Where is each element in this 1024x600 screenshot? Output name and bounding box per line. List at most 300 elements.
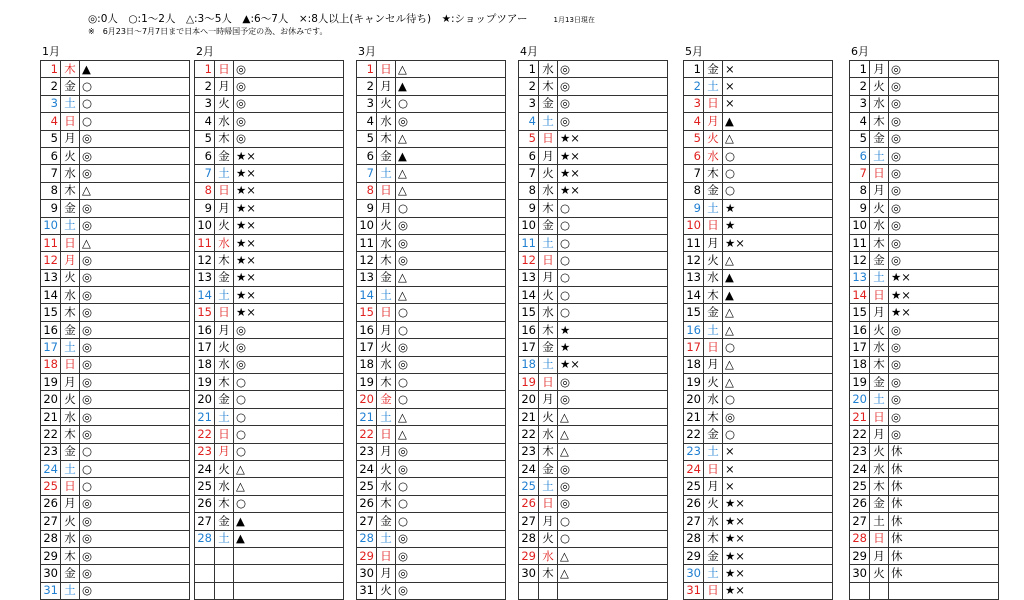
weekday: 水 xyxy=(704,147,723,164)
weekday: 月 xyxy=(61,374,80,391)
day-row xyxy=(357,339,506,356)
day-row xyxy=(684,165,833,182)
availability: ◎ xyxy=(558,78,668,95)
day-number: 20 xyxy=(41,391,61,408)
weekday: 火 xyxy=(704,495,723,512)
day-number: 30 xyxy=(850,565,870,582)
day-row xyxy=(684,147,833,164)
weekday: 土 xyxy=(215,287,234,304)
availability: × xyxy=(723,78,833,95)
weekday: 月 xyxy=(61,130,80,147)
weekday: 土 xyxy=(61,460,80,477)
day-number: 13 xyxy=(850,269,870,286)
availability: ★× xyxy=(723,234,833,251)
availability: △ xyxy=(558,408,668,425)
weekday: 日 xyxy=(870,530,889,547)
weekday: 月 xyxy=(539,391,558,408)
availability: ○ xyxy=(558,513,668,530)
day-number: 2 xyxy=(684,78,704,95)
weekday: 日 xyxy=(377,426,396,443)
weekday: 土 xyxy=(539,234,558,251)
day-row xyxy=(850,495,999,512)
weekday: 金 xyxy=(539,339,558,356)
day-number: 22 xyxy=(684,426,704,443)
weekday xyxy=(870,582,889,599)
day-number: 12 xyxy=(519,252,539,269)
weekday: 水 xyxy=(215,356,234,373)
day-number: 3 xyxy=(519,95,539,112)
availability: ○ xyxy=(396,513,506,530)
day-number: 11 xyxy=(195,234,215,251)
availability: ○ xyxy=(558,217,668,234)
day-number: 20 xyxy=(519,391,539,408)
weekday: 土 xyxy=(215,408,234,425)
day-row xyxy=(195,460,344,477)
day-number: 27 xyxy=(684,513,704,530)
availability: ○ xyxy=(723,147,833,164)
day-row xyxy=(684,339,833,356)
availability: ◎ xyxy=(80,252,190,269)
day-number: 5 xyxy=(41,130,61,147)
day-row xyxy=(195,513,344,530)
weekday: 木 xyxy=(539,565,558,582)
day-number: 12 xyxy=(195,252,215,269)
day-number: 23 xyxy=(357,443,377,460)
weekday: 月 xyxy=(377,78,396,95)
availability: ○ xyxy=(80,478,190,495)
availability: △ xyxy=(558,443,668,460)
day-number: 21 xyxy=(357,408,377,425)
availability: ○ xyxy=(558,530,668,547)
availability: ◎ xyxy=(889,408,999,425)
availability: ○ xyxy=(80,95,190,112)
availability: ★× xyxy=(723,565,833,582)
day-number: 7 xyxy=(850,165,870,182)
availability: × xyxy=(723,443,833,460)
day-row xyxy=(684,269,833,286)
availability: ★× xyxy=(234,147,344,164)
day-row xyxy=(519,547,668,564)
day-row xyxy=(195,287,344,304)
weekday: 木 xyxy=(61,547,80,564)
day-row xyxy=(41,130,190,147)
month-4 xyxy=(518,44,668,600)
day-number: 30 xyxy=(357,565,377,582)
day-number: 18 xyxy=(519,356,539,373)
day-row xyxy=(684,252,833,269)
day-row xyxy=(357,565,506,582)
day-row xyxy=(519,304,668,321)
day-number: 12 xyxy=(357,252,377,269)
day-number: 2 xyxy=(850,78,870,95)
day-number: 17 xyxy=(195,339,215,356)
day-number: 22 xyxy=(195,426,215,443)
weekday: 日 xyxy=(704,460,723,477)
day-number: 10 xyxy=(357,217,377,234)
month-table xyxy=(849,60,999,600)
availability: ★× xyxy=(234,165,344,182)
availability: ○ xyxy=(723,182,833,199)
day-number: 10 xyxy=(850,217,870,234)
weekday: 木 xyxy=(377,495,396,512)
weekday: 土 xyxy=(539,113,558,130)
day-number: 12 xyxy=(850,252,870,269)
day-number: 22 xyxy=(519,426,539,443)
weekday: 月 xyxy=(539,147,558,164)
availability: ○ xyxy=(723,165,833,182)
day-row xyxy=(357,304,506,321)
availability: △ xyxy=(396,182,506,199)
day-number: 27 xyxy=(357,513,377,530)
day-row xyxy=(850,478,999,495)
weekday: 木 xyxy=(539,200,558,217)
day-number: 22 xyxy=(850,426,870,443)
day-row xyxy=(519,374,668,391)
weekday: 火 xyxy=(870,321,889,338)
availability: ▲ xyxy=(723,113,833,130)
month-title: 6月 xyxy=(851,45,869,58)
availability: ◎ xyxy=(889,130,999,147)
day-row xyxy=(850,269,999,286)
day-row xyxy=(195,165,344,182)
weekday: 月 xyxy=(215,200,234,217)
weekday: 土 xyxy=(870,391,889,408)
day-row xyxy=(41,252,190,269)
day-row xyxy=(41,460,190,477)
availability: ★× xyxy=(889,287,999,304)
weekday: 水 xyxy=(61,408,80,425)
availability: ◎ xyxy=(396,530,506,547)
weekday: 木 xyxy=(539,443,558,460)
day-row xyxy=(850,130,999,147)
availability: ◎ xyxy=(558,374,668,391)
day-row xyxy=(684,130,833,147)
day-row xyxy=(850,339,999,356)
availability: ◎ xyxy=(396,113,506,130)
day-number: 28 xyxy=(684,530,704,547)
availability: ○ xyxy=(396,95,506,112)
weekday: 日 xyxy=(539,374,558,391)
availability: ◎ xyxy=(889,426,999,443)
day-number: 6 xyxy=(195,147,215,164)
day-row xyxy=(519,269,668,286)
day-row xyxy=(850,582,999,599)
day-number: 3 xyxy=(357,95,377,112)
day-row xyxy=(41,478,190,495)
availability: △ xyxy=(396,287,506,304)
availability: ◎ xyxy=(80,513,190,530)
weekday: 金 xyxy=(215,269,234,286)
day-row xyxy=(357,460,506,477)
weekday xyxy=(215,582,234,599)
day-number: 2 xyxy=(41,78,61,95)
weekday: 金 xyxy=(377,513,396,530)
day-number: 17 xyxy=(519,339,539,356)
availability: ◎ xyxy=(558,391,668,408)
day-row xyxy=(684,460,833,477)
day-row xyxy=(41,234,190,251)
weekday: 火 xyxy=(215,339,234,356)
month-title: 4月 xyxy=(520,45,538,58)
weekday: 金 xyxy=(61,565,80,582)
weekday: 水 xyxy=(377,478,396,495)
day-number: 19 xyxy=(519,374,539,391)
day-number: 7 xyxy=(684,165,704,182)
weekday: 月 xyxy=(870,426,889,443)
weekday: 金 xyxy=(870,130,889,147)
day-row xyxy=(850,217,999,234)
day-row xyxy=(850,426,999,443)
weekday: 木 xyxy=(870,234,889,251)
weekday: 水 xyxy=(61,287,80,304)
day-number: 31 xyxy=(41,582,61,599)
day-row xyxy=(357,95,506,112)
availability: ◎ xyxy=(558,460,668,477)
day-row xyxy=(41,495,190,512)
day-number: 8 xyxy=(195,182,215,199)
day-row xyxy=(684,95,833,112)
availability: △ xyxy=(558,426,668,443)
weekday: 水 xyxy=(215,234,234,251)
weekday: 木 xyxy=(377,130,396,147)
day-number: 5 xyxy=(850,130,870,147)
weekday: 月 xyxy=(704,113,723,130)
day-row xyxy=(684,321,833,338)
day-number: 2 xyxy=(357,78,377,95)
day-number: 1 xyxy=(195,61,215,78)
day-number: 19 xyxy=(850,374,870,391)
day-row xyxy=(357,78,506,95)
availability: ◎ xyxy=(234,95,344,112)
availability: ◎ xyxy=(889,217,999,234)
availability: △ xyxy=(723,130,833,147)
availability: ◎ xyxy=(396,460,506,477)
availability: ○ xyxy=(396,495,506,512)
day-row xyxy=(195,61,344,78)
day-number: 3 xyxy=(684,95,704,112)
day-row xyxy=(684,374,833,391)
weekday xyxy=(215,547,234,564)
day-number: 22 xyxy=(357,426,377,443)
availability: ◎ xyxy=(234,356,344,373)
weekday: 月 xyxy=(870,547,889,564)
weekday: 金 xyxy=(377,269,396,286)
day-row xyxy=(195,182,344,199)
weekday: 水 xyxy=(377,234,396,251)
day-number: 29 xyxy=(850,547,870,564)
day-number: 9 xyxy=(41,200,61,217)
weekday: 土 xyxy=(539,356,558,373)
day-number: 27 xyxy=(519,513,539,530)
day-row xyxy=(684,234,833,251)
weekday: 火 xyxy=(215,95,234,112)
day-number: 14 xyxy=(519,287,539,304)
availability: ★× xyxy=(723,582,833,599)
day-row xyxy=(519,443,668,460)
day-row xyxy=(519,478,668,495)
weekday: 木 xyxy=(215,495,234,512)
day-row xyxy=(684,478,833,495)
day-number: 9 xyxy=(850,200,870,217)
weekday: 月 xyxy=(377,321,396,338)
weekday: 金 xyxy=(377,391,396,408)
availability: ◎ xyxy=(396,339,506,356)
day-row xyxy=(357,269,506,286)
weekday: 月 xyxy=(377,443,396,460)
day-row xyxy=(357,495,506,512)
availability: △ xyxy=(234,478,344,495)
day-number: 3 xyxy=(195,95,215,112)
day-row xyxy=(195,547,344,564)
day-number: 4 xyxy=(41,113,61,130)
day-row xyxy=(519,513,668,530)
legend xyxy=(88,13,595,27)
weekday: 水 xyxy=(539,547,558,564)
availability: ○ xyxy=(558,252,668,269)
availability: ★× xyxy=(234,252,344,269)
day-row xyxy=(195,374,344,391)
availability xyxy=(234,547,344,564)
day-row xyxy=(357,408,506,425)
day-number: 14 xyxy=(41,287,61,304)
weekday: 日 xyxy=(870,408,889,425)
weekday: 水 xyxy=(704,391,723,408)
day-row xyxy=(357,547,506,564)
availability: ◎ xyxy=(889,61,999,78)
day-row xyxy=(41,165,190,182)
availability: ○ xyxy=(234,374,344,391)
day-row xyxy=(519,78,668,95)
availability: ◎ xyxy=(396,582,506,599)
availability: ◎ xyxy=(80,321,190,338)
day-number: 11 xyxy=(519,234,539,251)
availability: ◎ xyxy=(80,391,190,408)
day-row xyxy=(357,426,506,443)
day-number: 4 xyxy=(357,113,377,130)
availability: ◎ xyxy=(396,443,506,460)
availability: 休 xyxy=(889,460,999,477)
day-number: 21 xyxy=(41,408,61,425)
day-row xyxy=(850,513,999,530)
day-row xyxy=(195,321,344,338)
day-number: 15 xyxy=(195,304,215,321)
availability: ★× xyxy=(723,513,833,530)
day-number: 13 xyxy=(519,269,539,286)
availability: ◎ xyxy=(889,234,999,251)
weekday: 火 xyxy=(539,287,558,304)
weekday: 火 xyxy=(61,269,80,286)
weekday: 金 xyxy=(704,182,723,199)
day-row xyxy=(850,252,999,269)
availability: ★× xyxy=(234,287,344,304)
weekday: 木 xyxy=(870,478,889,495)
day-row xyxy=(684,582,833,599)
weekday: 火 xyxy=(704,130,723,147)
day-row xyxy=(195,130,344,147)
availability: △ xyxy=(723,321,833,338)
day-row xyxy=(850,547,999,564)
availability: ◎ xyxy=(80,217,190,234)
availability: ◎ xyxy=(80,147,190,164)
day-row xyxy=(195,95,344,112)
availability xyxy=(889,582,999,599)
day-number: 6 xyxy=(850,147,870,164)
availability: ○ xyxy=(396,374,506,391)
day-number: 18 xyxy=(684,356,704,373)
day-number: 26 xyxy=(195,495,215,512)
availability: ★ xyxy=(558,321,668,338)
day-number: 3 xyxy=(850,95,870,112)
day-row xyxy=(357,582,506,599)
day-row xyxy=(519,61,668,78)
weekday: 月 xyxy=(215,443,234,460)
weekday: 金 xyxy=(215,147,234,164)
availability: ◎ xyxy=(396,217,506,234)
availability: ○ xyxy=(234,495,344,512)
availability: △ xyxy=(396,61,506,78)
weekday: 木 xyxy=(215,374,234,391)
day-number: 14 xyxy=(850,287,870,304)
weekday: 木 xyxy=(61,182,80,199)
weekday: 木 xyxy=(704,408,723,425)
weekday: 金 xyxy=(870,374,889,391)
weekday: 日 xyxy=(61,356,80,373)
day-number: 19 xyxy=(41,374,61,391)
day-number: 15 xyxy=(684,304,704,321)
day-number: 4 xyxy=(850,113,870,130)
weekday: 土 xyxy=(704,443,723,460)
day-row xyxy=(519,287,668,304)
availability: ▲ xyxy=(396,78,506,95)
day-number: 29 xyxy=(357,547,377,564)
day-number: 10 xyxy=(684,217,704,234)
day-row xyxy=(519,130,668,147)
day-row xyxy=(357,513,506,530)
day-row xyxy=(41,582,190,599)
day-row xyxy=(195,356,344,373)
day-number: 25 xyxy=(357,478,377,495)
weekday: 月 xyxy=(539,269,558,286)
day-row xyxy=(684,565,833,582)
month-3 xyxy=(356,44,506,600)
weekday: 金 xyxy=(61,321,80,338)
availability: ◎ xyxy=(80,426,190,443)
day-number: 25 xyxy=(519,478,539,495)
day-row xyxy=(357,287,506,304)
availability: ◎ xyxy=(558,495,668,512)
availability: ★ xyxy=(723,200,833,217)
day-number: 18 xyxy=(195,356,215,373)
day-number: 2 xyxy=(195,78,215,95)
availability xyxy=(234,582,344,599)
day-number: 19 xyxy=(357,374,377,391)
availability: △ xyxy=(723,374,833,391)
day-row xyxy=(519,234,668,251)
weekday: 火 xyxy=(215,217,234,234)
weekday: 火 xyxy=(61,391,80,408)
weekday: 月 xyxy=(377,565,396,582)
weekday: 木 xyxy=(61,426,80,443)
day-row xyxy=(684,547,833,564)
day-row xyxy=(684,113,833,130)
availability: 休 xyxy=(889,530,999,547)
day-row xyxy=(519,408,668,425)
day-number: 6 xyxy=(41,147,61,164)
weekday: 土 xyxy=(61,95,80,112)
day-row xyxy=(357,217,506,234)
day-number: 27 xyxy=(195,513,215,530)
availability: ○ xyxy=(723,426,833,443)
